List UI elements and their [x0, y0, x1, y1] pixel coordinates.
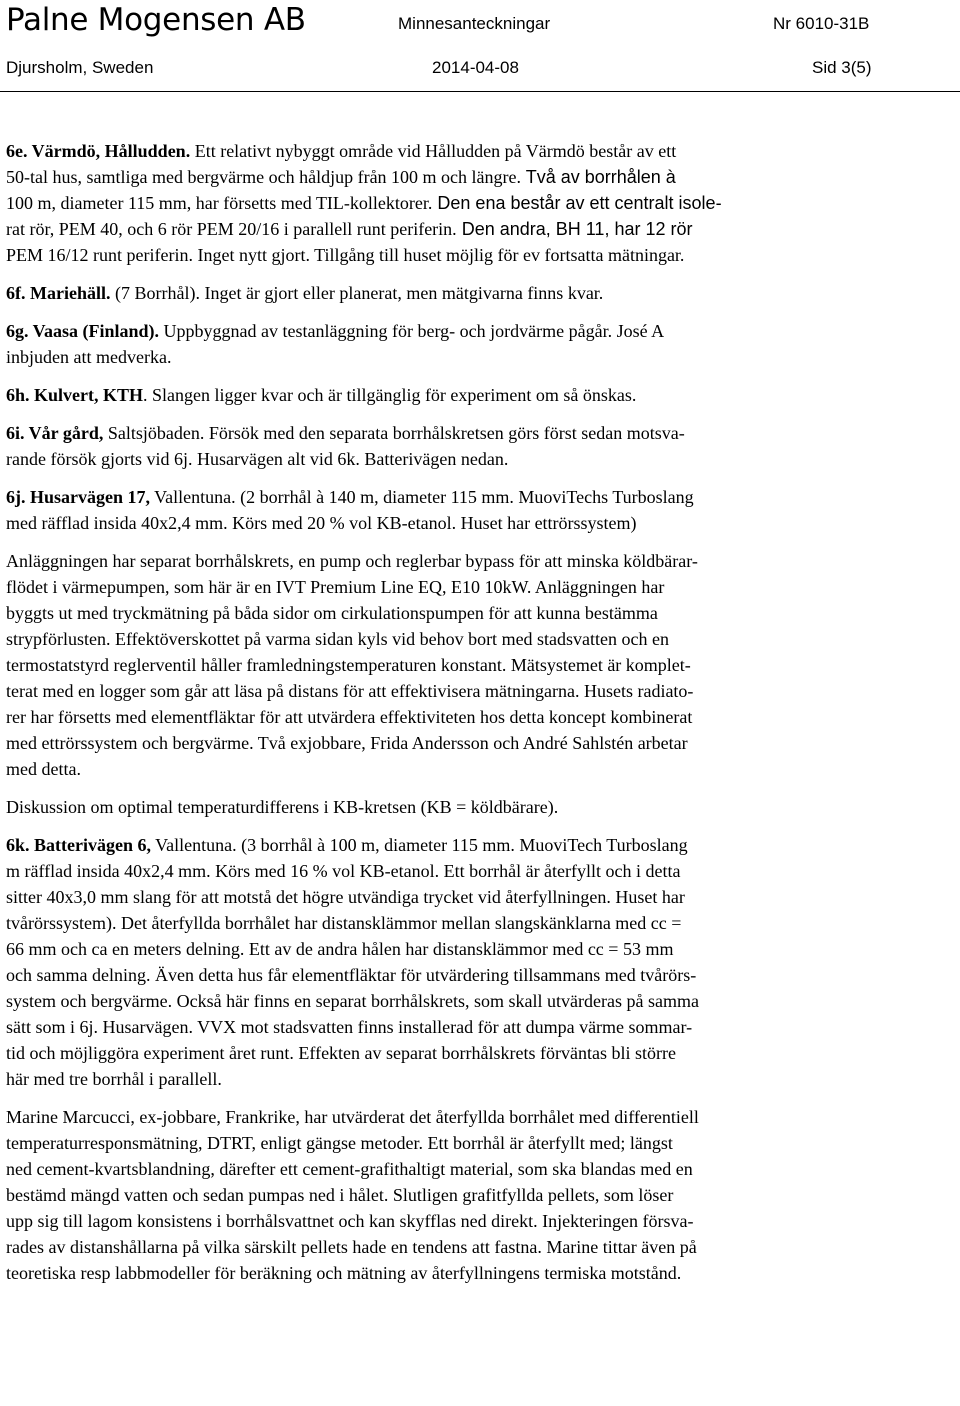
- page-body: [6, 138, 956, 1298]
- page-number: Sid 3(5): [812, 58, 872, 77]
- paragraph-marine: Marine Marcucci, ex-jobbare, Frankrike, har utvärderat det återfyllda borrhålet med differentiell temperaturresponsmätning, DTRT, enligt gängse metoder. Ett borrhål är återfyllt med; längst ned cement-kvartsblandning, därefter ett cement-grafithaltigt material, som ska blandas med en bestämd mängd vatten och sedan pumpas ned i hålet. Slutligen grafitfyllda pellets, som löser upp sig till lagom konsistens i borrhålsvattnet och kan skyfflas ned direkt. Injekteringen försva- rades av distanshållarna på vilka särskilt pellets hade en tendens att fastna. Marine tittar även på teoretiska resp labbmodeller för beräkning och mätning av återfyllningens termiska motstånd.: [6, 1107, 699, 1283]
- section-heading: 6g. Vaasa (Finland).: [6, 321, 160, 341]
- section-heading: 6k. Batterivägen 6,: [6, 835, 151, 855]
- section-heading: 6e. Värmdö, Hålludden.: [6, 141, 191, 161]
- section-6k: 6k. Batterivägen 6, Vallentuna. (3 borrhål à 100 m, diameter 115 mm. MuoviTech Turboslang m räfflad insida 40x2,4 mm. Körs med 16 % vol KB-etanol. Ett borrhål är återfyllt och i detta sitter 40x3,0 mm slang för att motstå det högre utvändiga trycket vid återfyllningen. Huset har tvårörssystem). Det återfyllda borrhålet har distansklämmor mellan slangskänklarna med cc = 66 mm och ca en meters delning. Ett av de andra hålen har distansklämmor med cc = 53 mm och samma delning. Även detta hus får elementfläktar för utvärdering tillsammans med tvårörs- system och bergvärme. Också här finns en separat borrhålskrets, som skall utvärderas på samma sätt som i 6j. Husarvägen. VVX mot stadsvatten finns installerad för att dumpa värme sommar- tid och möjliggöra experiment året runt. Effekten av separat borrhålskrets förväntas bli större här med tre borrhål i parallell.: [6, 835, 699, 1089]
- section-heading: 6f. Mariehäll.: [6, 283, 111, 303]
- date: 2014-04-08: [432, 58, 519, 77]
- section-6j: 6j. Husarvägen 17, Vallentuna. (2 borrhål à 140 m, diameter 115 mm. MuoviTechs Turboslang med räfflad insida 40x2,4 mm. Körs med 20 % vol KB-etanol. Huset har ettrörssystem): [6, 487, 694, 533]
- section-6g: 6g. Vaasa (Finland). Uppbyggnad av testanläggning för berg- och jordvärme pågår. José A inbjuden att medverka.: [6, 321, 665, 367]
- section-6h: 6h. Kulvert, KTH. Slangen ligger kvar och är tillgänglig för experiment om så önskas.: [6, 385, 637, 405]
- location: Djursholm, Sweden: [6, 58, 154, 77]
- section-6f: 6f. Mariehäll. (7 Borrhål). Inget är gjort eller planerat, men mätgivarna finns kvar.: [6, 283, 604, 303]
- paragraph-diskussion: Diskussion om optimal temperaturdifferens i KB-kretsen (KB = köldbärare).: [6, 797, 559, 817]
- page-header: [0, 0, 960, 92]
- section-heading: 6i. Vår gård,: [6, 423, 104, 443]
- document-number: Nr 6010-31B: [773, 14, 870, 33]
- section-heading: 6h. Kulvert, KTH: [6, 385, 144, 405]
- section-6i: 6i. Vår gård, Saltsjöbaden. Försök med den separata borrhålskretsen görs först sedan motsva- rande försök gjorts vid 6j. Husarvägen alt vid 6k. Batterivägen nedan.: [6, 423, 685, 469]
- paragraph-anlaggningen: Anläggningen har separat borrhålskrets, en pump och reglerbar bypass för att minska köldbärar- flödet i värmepumpen, som här är en IVT Premium Line EQ, E10 10kW. Anläggningen har byggts ut med tryckmätning på båda sidor om cirkulationspumpen för att kunna bestämma strypförlusten. Effektöverskottet på varma sidan kyls vid behov bort med stadsvatten och en termostatstyrd reglerventil håller framledningstemperaturen konstant. Mätsystemet är komplet- terat med en logger som går att läsa på distans för att effektivisera mätningarna. Husets radiato- rer har försetts med elementfläktar för att utvärdera effektiviteten hos detta koncept kombinerat med ettrörssystem och bergvärme. Två exjobbare, Frida Andersson och André Sahlstén arbetar med detta.: [6, 551, 698, 779]
- section-heading: 6j. Husarvägen 17,: [6, 487, 150, 507]
- section-6e: 6e. Värmdö, Hålludden. Ett relativt nybyggt område vid Hålludden på Värmdö består av ett 50-tal hus, samtliga med bergvärme och håldjup från 100 m och längre. Två av borrhålen à 100 m, diameter 115 mm, har försetts med TIL-kollektorer. Den ena består av ett centralt isole- rat rör, PEM 40, och 6 rör PEM 20/16 i parallell runt periferin. Den andra, BH 11, har 12 rör PEM 16/12 runt periferin. Inget nytt gjort. Tillgång till huset möjlig för ev fortsatta mätningar.: [6, 141, 722, 265]
- company-name: Palne Mogensen AB: [6, 2, 306, 38]
- header-rule: [0, 91, 960, 92]
- document-type: Minnesanteckningar: [398, 14, 551, 33]
